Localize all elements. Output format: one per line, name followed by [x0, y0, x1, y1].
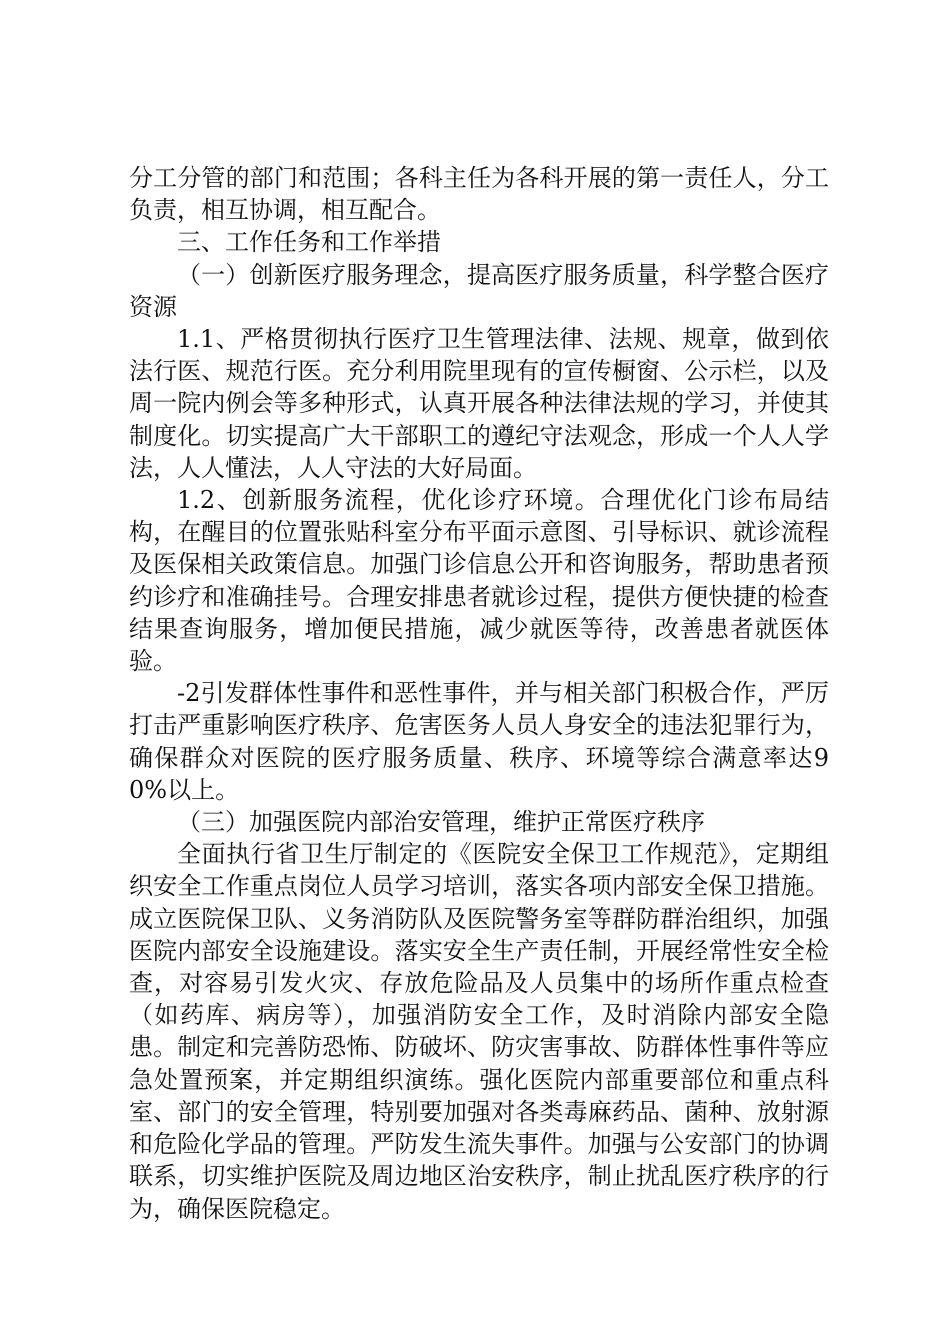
paragraph-dash-2: -2引发群体性事件和恶性事件，并与相关部门积极合作，严厉打击严重影响医疗秩序、危害医务人员人身安全的违法犯罪行为，确保群众对医院的医疗服务质量、秩序、环境等综合满意率达90%以上。 [129, 679, 829, 804]
subsection-heading-1: （一）创新医疗服务理念，提高医疗服务质量，科学整合医疗资源 [129, 260, 829, 321]
paragraph-continuation: 分工分管的部门和范围；各科主任为各科开展的第一责任人，分工负责，相互协调，相互配合。 [129, 164, 829, 225]
section-heading-3: 三、工作任务和工作举措 [177, 228, 441, 257]
subsection-heading-3: （三）加强医院内部治安管理，维护正常医疗秩序 [177, 808, 705, 837]
paragraph-security: 全面执行省卫生厅制定的《医院安全保卫工作规范》，定期组织安全工作重点岗位人员学习培训，落实各项内部安全保卫措施。成立医院保卫队、义务消防队及医院警务室等群防群治组织，加强医院内部安全设施建设。落实安全生产责任制，开展经常性安全检查，对容易引发火灾、存放危险品及人员集中的场所作重点检查（如药库、病房等），加强消防安全工作，及时消除内部安全隐患。制定和完善防恐怖、防破坏、防灾害事故、防群体性事件等应急处置预案，并定期组织演练。强化医院内部重要部位和重点科室、部门的安全管理，特别要加强对各类毒麻药品、菌种、放射源和危险化学品的管理。严防发生流失事件。加强与公安部门的协调联系，切实维护医院及周边地区治安秩序，制止扰乱医疗秩序的行为，确保医院稳定。 [129, 840, 829, 1223]
paragraph-1-1: 1.1、严格贯彻执行医疗卫生管理法律、法规、规章，做到依法行医、规范行医。充分利用院里现有的宣传橱窗、公示栏，以及周一院内例会等多种形式，认真开展各种法律法规的学习，并使其制度化。切实提高广大干部职工的遵纪守法观念，形成一个人人学法，人人懂法，人人守法的大好局面。 [129, 325, 829, 482]
document-body [129, 162, 829, 1225]
paragraph-1-2: 1.2、创新服务流程，优化诊疗环境。合理优化门诊布局结构，在醒目的位置张贴科室分布平面示意图、引导标识、就诊流程及医保相关政策信息。加强门诊信息公开和咨询服务，帮助患者预约诊疗和准确挂号。合理安排患者就诊过程，提供方便快捷的检查结果查询服务，增加便民措施，减少就医等待，改善患者就医体验。 [129, 486, 829, 676]
